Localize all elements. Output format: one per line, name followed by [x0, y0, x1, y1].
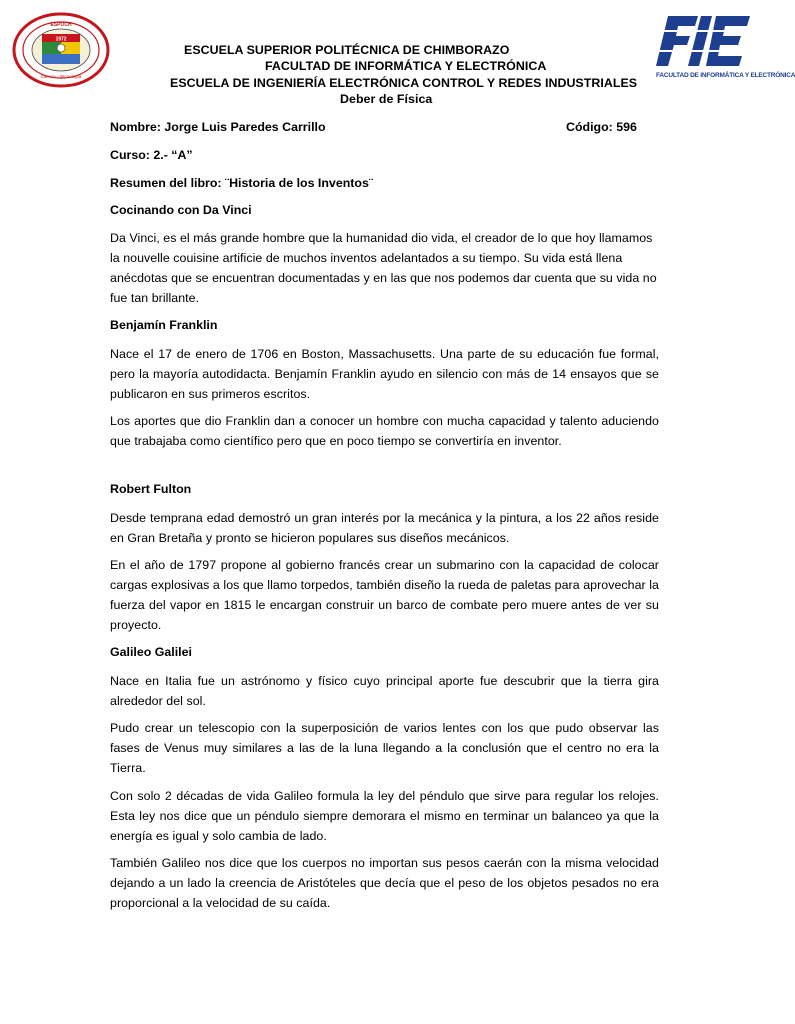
- header-school: ESCUELA DE INGENIERÍA ELECTRÓNICA CONTROL Y REDES INDUSTRIALES: [170, 76, 638, 90]
- header-assignment: Deber de Física: [340, 92, 433, 106]
- seal-text: ESPOCH: [50, 22, 72, 28]
- paragraph-fulton-1: Desde temprana edad demostró un gran interés por la mecánica y la pintura, a los 22 años reside en Gran Bretaña y pronto se hicieron populares sus diseños mecánicos.: [110, 511, 659, 545]
- paragraph-galileo-3: Con solo 2 décadas de vida Galileo formula la ley del péndulo que sirve para regular los relojes. Esta ley nos dice que un péndulo siempre demorara el mismo en terminar un balanceo ya que la energía es igual y solo cambia de lado.: [110, 789, 659, 843]
- section-title-davinci: Cocinando con Da Vinci: [110, 203, 252, 217]
- seal-motto: Ciencia - Tecnología: [40, 74, 82, 79]
- paragraph-franklin-2: Los aportes que dio Franklin dan a conocer un hombre con mucha capacidad y talento aduciendo que trabajaba como científico pero que en poco tiempo se convertiría en inventor.: [110, 414, 659, 448]
- espoch-seal-logo: [12, 12, 110, 88]
- section-title-franklin: Benjamín Franklin: [110, 318, 218, 332]
- student-name: Nombre: Jorge Luis Paredes Carrillo: [110, 120, 326, 134]
- paragraph-davinci-1: Da Vinci, es el más grande hombre que la humanidad dio vida, el creador de lo que hoy llamamos la nouvelle couisine artificie de muchos inventos adelantados a su tiempo. Su vida está llena anécdotas que se encuentran documentadas y en las que nos podemos dar cuenta que su vida no fue tan brillante.: [110, 231, 657, 305]
- paragraph-fulton-2: En el año de 1797 propone al gobierno francés crear un submarino con la capacidad de colocar cargas explosivas a los que llamo torpedos, también diseño la rueda de paletas para aprovechar la fuerza del vapor en 1815 le encargan construir un barco de combate pero muere antes de ver su proyecto.: [110, 558, 659, 632]
- fie-caption: FACULTAD DE INFORMÁTICA Y ELECTRÓNICA: [656, 72, 795, 79]
- paragraph-galileo-2: Pudo crear un telescopio con la superposición de varios lentes con los que pudo observar las fases de Venus muy similares a las de la luna llegando a la conclusión que el centro no era la Tierra.: [110, 721, 659, 775]
- header-institution: ESCUELA SUPERIOR POLITÉCNICA DE CHIMBORAZO: [184, 43, 510, 57]
- student-code: Código: 596: [566, 120, 637, 134]
- seal-year: 1972: [55, 36, 67, 43]
- header-faculty: FACULTAD DE INFORMÁTICA Y ELECTRÓNICA: [265, 59, 547, 73]
- student-course: Curso: 2.- “A”: [110, 148, 193, 162]
- section-title-galileo: Galileo Galilei: [110, 645, 192, 659]
- paragraph-galileo-1: Nace en Italia fue un astrónomo y físico cuyo principal aporte fue descubrir que la tierra gira alrededor del sol.: [110, 674, 659, 708]
- section-title-fulton: Robert Fulton: [110, 482, 192, 496]
- paragraph-franklin-1: Nace el 17 de enero de 1706 en Boston, Massachusetts. Una parte de su educación fue formal, pero la mayoría autodidacta. Benjamín Franklin ayudo en silencio con más de 14 ensayos que se publicaron en sus primeros escritos.: [110, 347, 659, 401]
- paragraph-galileo-4: También Galileo nos dice que los cuerpos no importan sus pesos caerán con la misma velocidad dejando a un lado la creencia de Aristóteles que decía que el peso de los objetos pesados no era proporcional a la velocidad de su caída.: [110, 856, 659, 910]
- book-summary-title: Resumen del libro: ¨Historia de los Inventos¨: [110, 176, 373, 190]
